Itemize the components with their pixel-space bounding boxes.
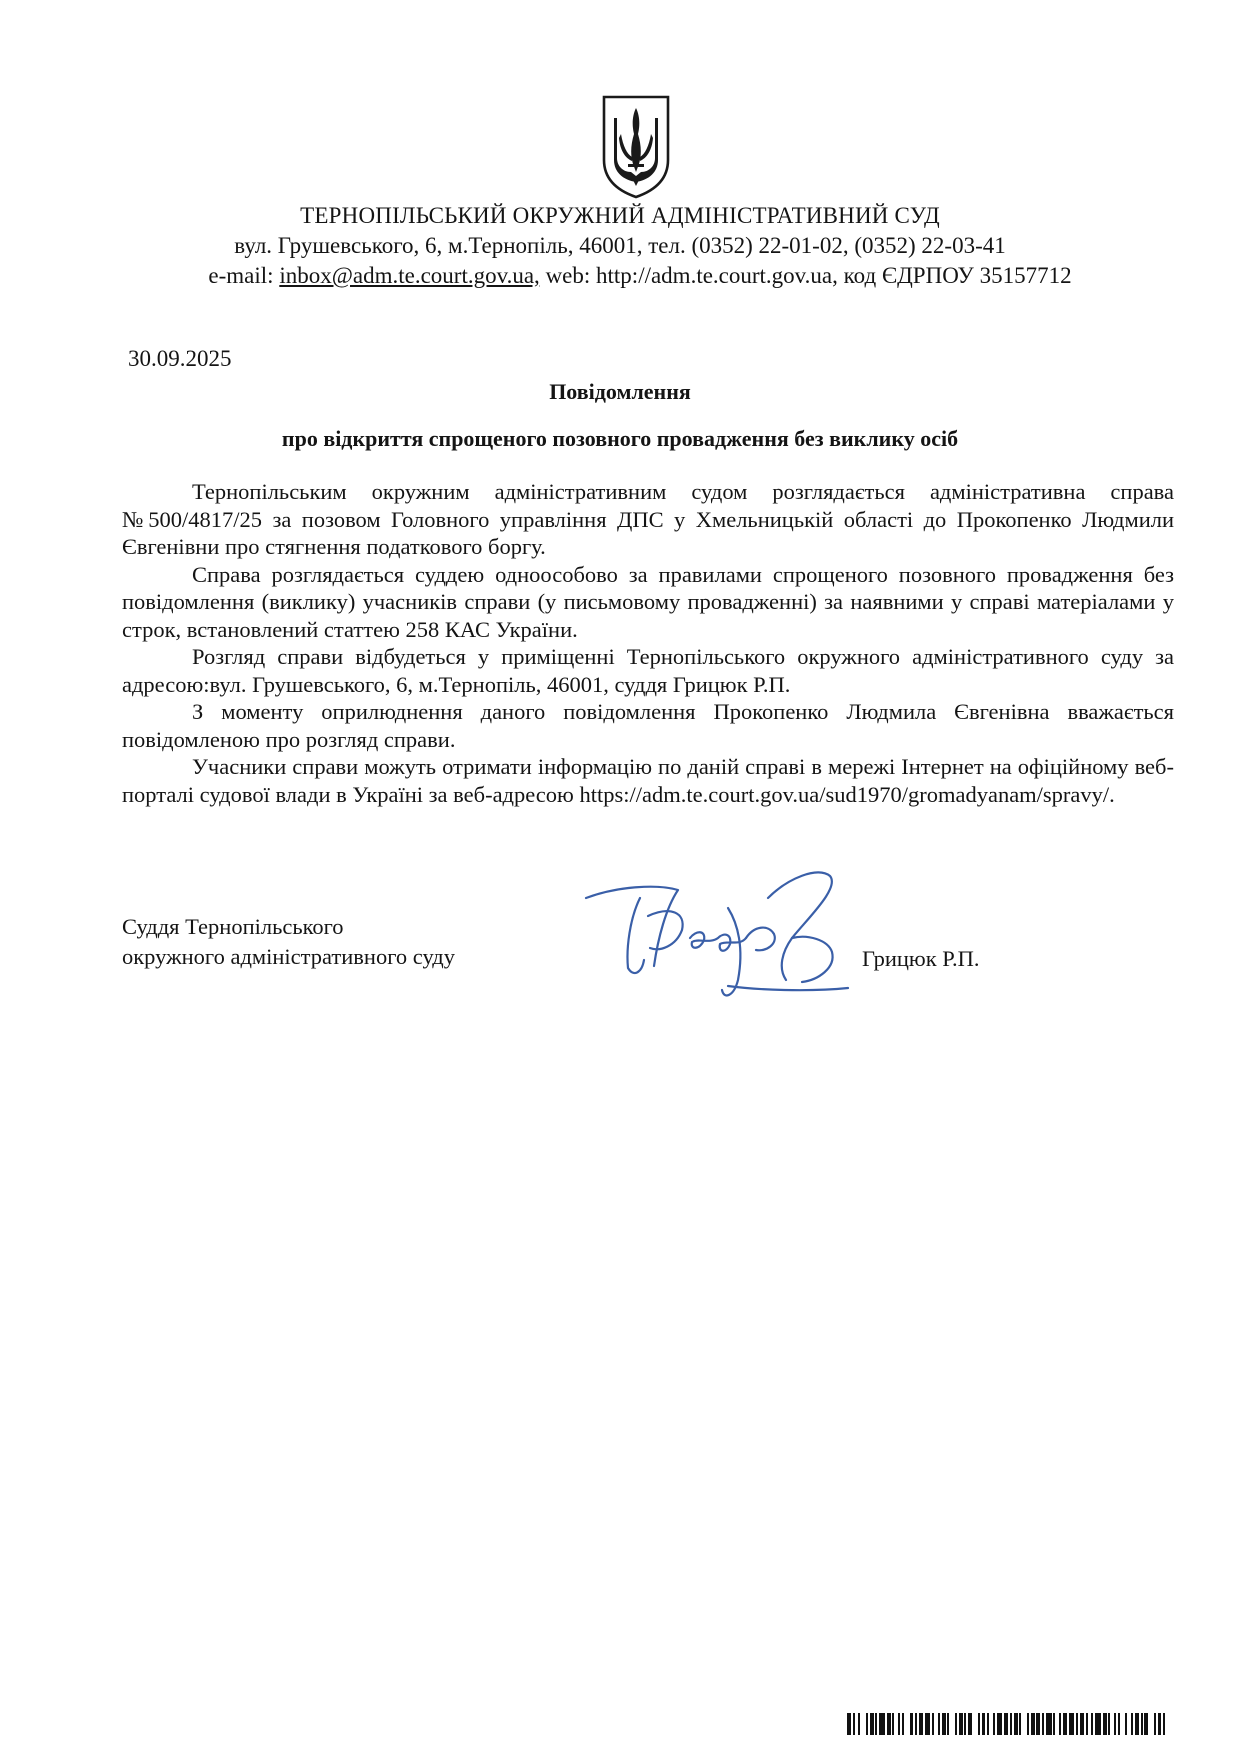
email-prefix: e-mail: <box>208 263 280 288</box>
signatory-position-line: Суддя Тернопільського <box>122 914 344 939</box>
document-title: Повідомлення <box>549 379 691 404</box>
barcode-bar <box>1165 1713 1169 1735</box>
court-contacts <box>0 262 1240 290</box>
body-paragraph: Учасники справи можуть отримати інформацію по даній справі в мережі Інтернет на офіційному веб-порталі судової влади в Україні за веб-адресою https://adm.te.court.gov.ua/sud1970/gromadyanam/spravy/. <box>122 754 1174 807</box>
court-address: вул. Грушевського, 6, м.Тернопіль, 46001, тел. (0352) 22-01-02, (0352) 22-03-41 <box>234 233 1006 258</box>
signatory-position <box>122 912 455 972</box>
body-paragraph: Тернопільським окружним адміністративним судом розглядається адміністративна справа №500/4817/25 за позовом Головного управління ДПС у Хмельницькій області до Прокопенко Людмили Євгенівни про стягнення податкового боргу. <box>122 479 1174 559</box>
court-name: ТЕРНОПІЛЬСЬКИЙ ОКРУЖНИЙ АДМІНІСТРАТИВНИЙ СУД <box>300 203 940 228</box>
body-paragraph: З моменту оприлюднення даного повідомлення Прокопенко Людмила Євгенівна вважається повідомленою про розгляд справи. <box>122 699 1174 752</box>
body-paragraph: Розгляд справи відбудеться у приміщенні Тернопільського окружного адміністративного суду за адресою:вул. Грушевського, 6, м.Тернопіль, 46001, суддя Грицюк Р.П. <box>122 644 1174 697</box>
email-link[interactable]: inbox@adm.te.court.gov.ua, <box>279 263 540 288</box>
handwritten-signature <box>578 868 858 1018</box>
document-subtitle: про відкриття спрощеного позовного провадження без виклику осіб <box>281 426 959 451</box>
contacts-rest: web: http://adm.te.court.gov.ua, код ЄДРПОУ 35157712 <box>539 263 1072 288</box>
body-paragraph: Справа розглядається суддею одноособово за правилами спрощеного позовного провадження без повідомлення (виклику) учасників справи (у письмовому провадженні) за наявними у справі матеріалами у строк, встановлений статтею 258 КАС України. <box>122 561 1174 642</box>
coat-of-arms-icon <box>601 94 671 200</box>
barcode-icon <box>847 1713 1170 1735</box>
signatory-name: Грицюк Р.П. <box>862 946 980 971</box>
document-date: 30.09.2025 <box>128 346 232 371</box>
signatory-position-line: окружного адміністративного суду <box>122 944 455 969</box>
document-body <box>122 478 1174 808</box>
